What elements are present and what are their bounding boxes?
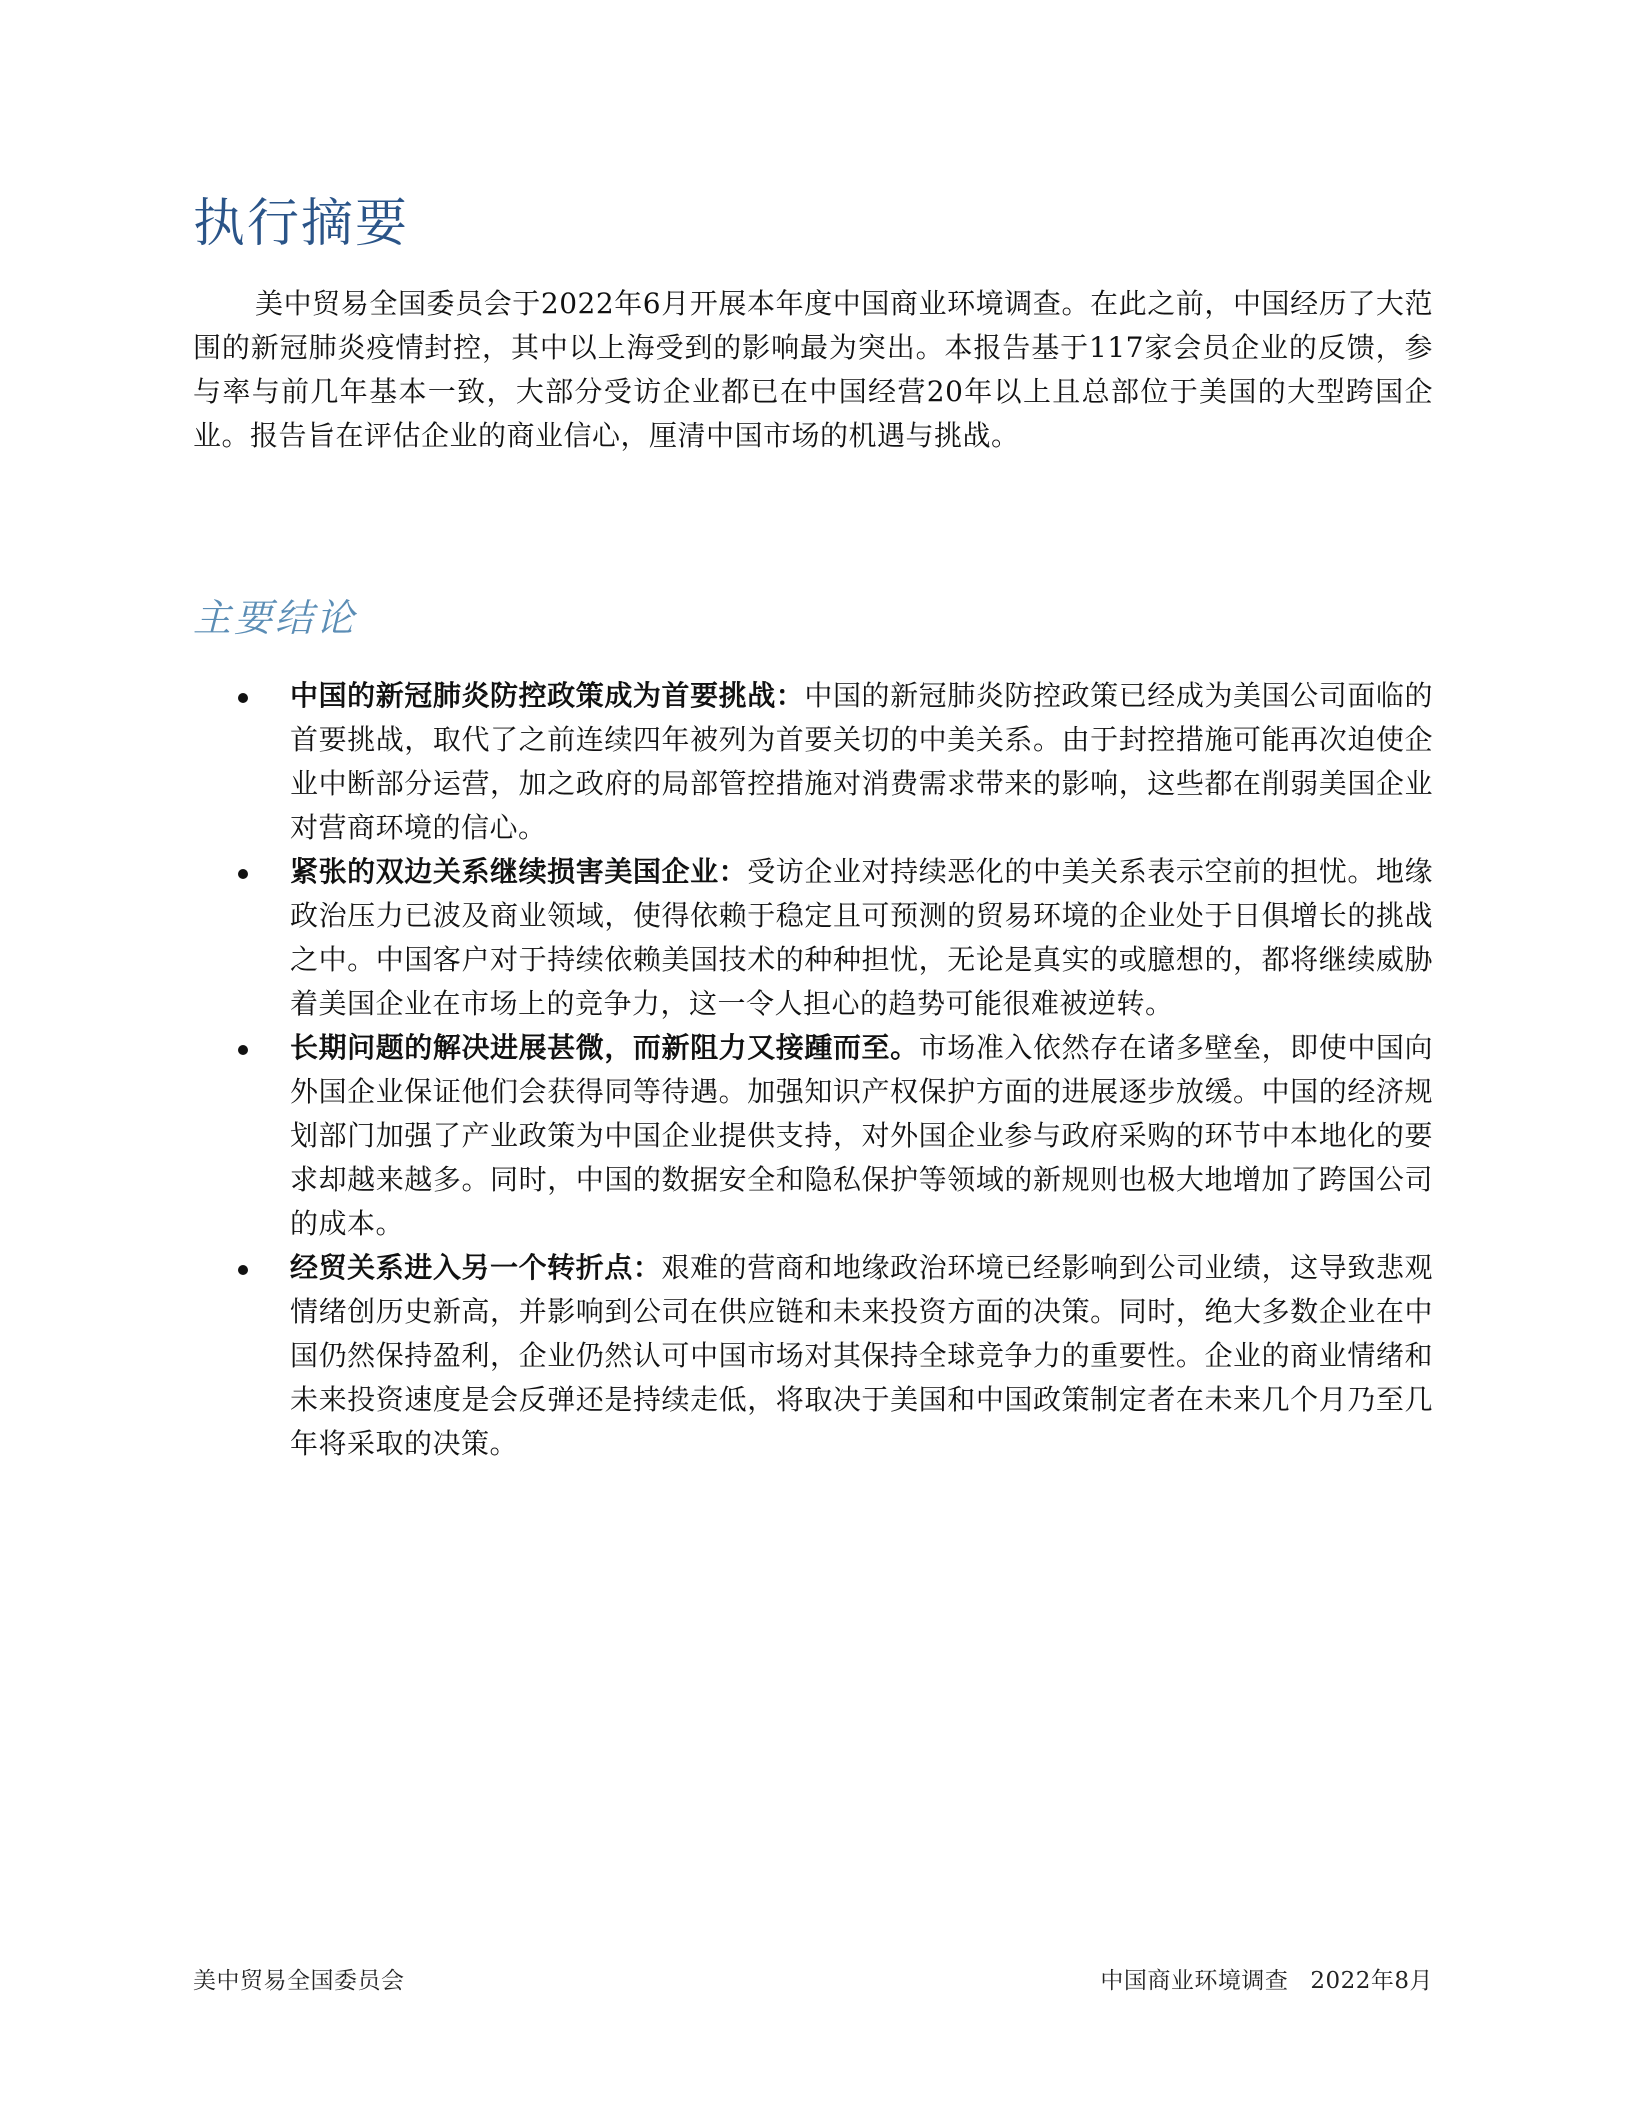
footer-report-info <box>1100 1966 1433 1996</box>
bullet-icon <box>238 1265 248 1275</box>
finding-body: 市场准入依然存在诸多壁垒，即使中国向外国企业保证他们会获得同等待遇。加强知识产权保护方面的进展逐步放缓。中国的经济规划部门加强了产业政策为中国企业提供支持，对外国企业参与政府采购的环节中本地化的要求却越来越多。同时，中国的数据安全和隐私保护等领域的新规则也极大地增加了跨国公司的成本。 <box>290 1031 1433 1240</box>
finding-item <box>228 1246 1433 1466</box>
footer-report-title: 中国商业环境调查 <box>1100 1968 1289 1994</box>
key-findings-list <box>228 674 1433 1466</box>
finding-heading: 紧张的双边关系继续损害美国企业： <box>290 855 748 888</box>
page-title: 执行摘要 <box>193 194 410 254</box>
finding-body: 艰难的营商和地缘政治环境已经影响到公司业绩，这导致悲观情绪创历史新高，并影响到公司在供应链和未来投资方面的决策。同时，绝大多数企业在中国仍然保持盈利，企业仍然认可中国市场对其保持全球竞争力的重要性。企业的商业情绪和未来投资速度是会反弹还是持续走低，将取决于美国和中国政策制定者在未来几个月乃至几年将采取的决策。 <box>290 1251 1433 1460</box>
finding-body: 中国的新冠肺炎防控政策已经成为美国公司面临的首要挑战，取代了之前连续四年被列为首要关切的中美关系。由于封控措施可能再次迫使企业中断部分运营，加之政府的局部管控措施对消费需求带来的影响，这些都在削弱美国企业对营商环境的信心。 <box>290 679 1433 844</box>
finding-heading: 长期问题的解决进展甚微，而新阻力又接踵而至。 <box>290 1031 919 1064</box>
bullet-icon <box>238 1045 248 1055</box>
bullet-icon <box>238 869 248 879</box>
finding-item <box>228 1026 1433 1246</box>
bullet-icon <box>238 693 248 703</box>
finding-item <box>228 850 1433 1026</box>
footer-organization: 美中贸易全国委员会 <box>193 1968 405 1994</box>
section-subtitle: 主要结论 <box>193 596 358 640</box>
finding-item <box>228 674 1433 850</box>
footer-report-date: 2022年8月 <box>1310 1968 1433 1994</box>
intro-paragraph: 美中贸易全国委员会于2022年6月开展本年度中国商业环境调查。在此之前，中国经历了大范围的新冠肺炎疫情封控，其中以上海受到的影响最为突出。本报告基于117家会员企业的反馈，参与率与前几年基本一致，大部分受访企业都已在中国经营20年以上且总部位于美国的大型跨国企业。报告旨在评估企业的商业信心，厘清中国市场的机遇与挑战。 <box>193 287 1433 452</box>
finding-heading: 中国的新冠肺炎防控政策成为首要挑战： <box>290 679 805 712</box>
finding-heading: 经贸关系进入另一个转折点： <box>290 1251 662 1284</box>
finding-body: 受访企业对持续恶化的中美关系表示空前的担忧。地缘政治压力已波及商业领域，使得依赖于稳定且可预测的贸易环境的企业处于日俱增长的挑战之中。中国客户对于持续依赖美国技术的种种担忧，无论是真实的或臆想的，都将继续威胁着美国企业在市场上的竞争力，这一令人担心的趋势可能很难被逆转。 <box>290 855 1433 1020</box>
